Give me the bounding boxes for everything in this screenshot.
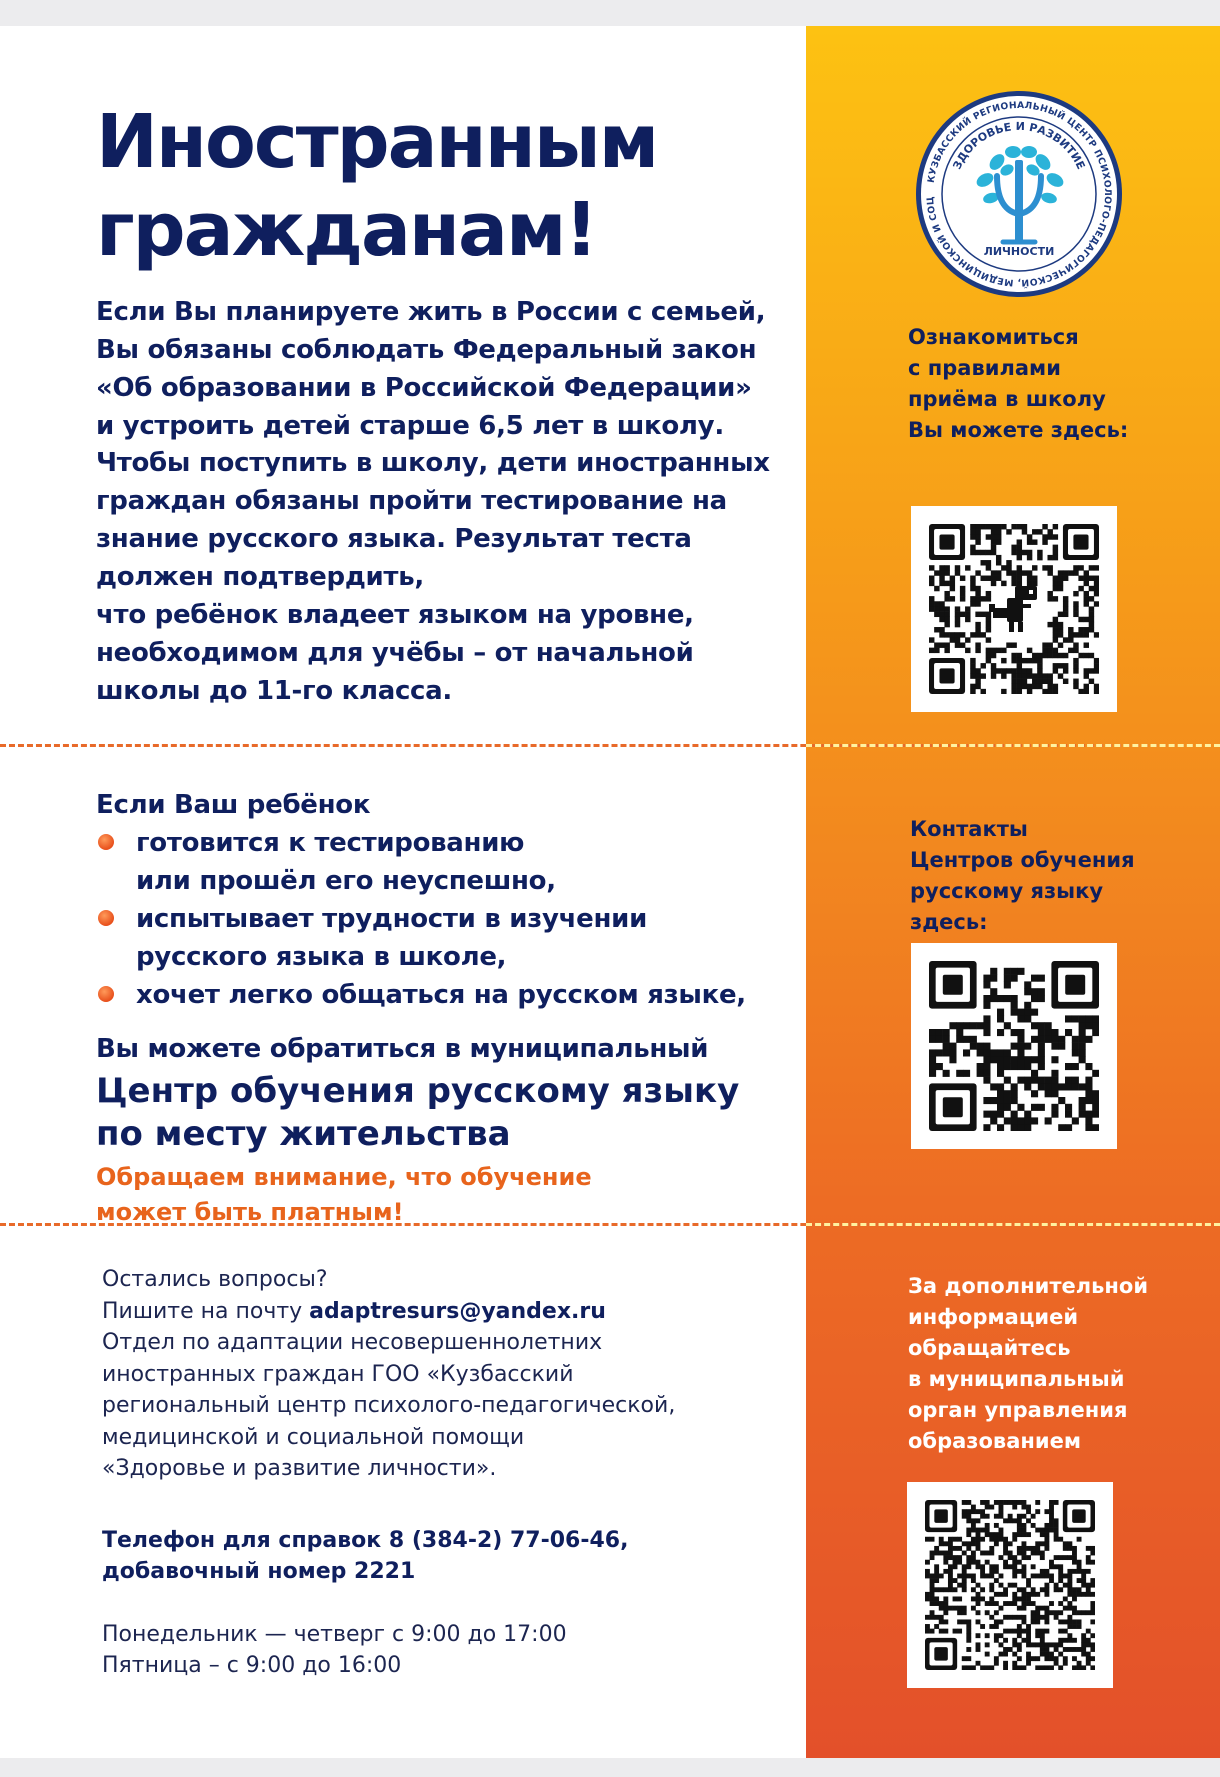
testing-line: знание русского языка. Результат теста (96, 524, 692, 554)
extra-line: обращайтесь (908, 1336, 1071, 1360)
testing-paragraph (96, 444, 796, 710)
centers-info (910, 814, 1210, 938)
divider-right-part (806, 744, 1220, 747)
title-line: гражданам! (96, 187, 597, 273)
logo-top-text: ЗДОРОВЬЕ И РАЗВИТИЕ (950, 119, 1088, 172)
page-bottom-margin (0, 1758, 1220, 1777)
rules-info (908, 322, 1208, 446)
list-item (96, 900, 796, 976)
centers-line: здесь: (910, 910, 988, 934)
list-item-line: хочет легко общаться на русском языке, (136, 980, 746, 1010)
intro-line: «Об образовании в Российской Федерации» (96, 373, 752, 403)
payment-warning (96, 1160, 796, 1230)
page-title (96, 98, 796, 274)
divider-right-part (806, 1223, 1220, 1226)
extra-line: За дополнительной (908, 1274, 1149, 1298)
hours-line: Понедельник — четверг с 9:00 до 17:00 (102, 1622, 567, 1647)
qr-code-language-centers[interactable] (911, 943, 1117, 1149)
qr-code-icon (929, 524, 1099, 694)
section-divider (0, 744, 1220, 747)
list-item-line: готовится к тестированию (136, 828, 525, 858)
center-name-line: Центр обучения русскому языку (96, 1071, 740, 1111)
qr-code-icon (929, 961, 1099, 1131)
qr-code-icon (925, 1500, 1095, 1670)
logo-ring-text: КУЗБАССКИЙ РЕГИОНАЛЬНЫЙ ЦЕНТР ПСИХОЛОГО-ПЕДАГОГИЧЕСКОЙ, МЕДИЦИНСКОЙ И СОЦ (924, 99, 1114, 289)
title-line: Иностранным (96, 99, 658, 185)
intro-line: Вы обязаны соблюдать Федеральный закон (96, 335, 757, 365)
write-line (102, 1296, 792, 1328)
hours-line: Пятница – с 9:00 до 16:00 (102, 1653, 402, 1678)
list-item (96, 976, 796, 1014)
testing-line: что ребёнок владеет языком на уровне, (96, 600, 694, 630)
list-item-line: русского языка в школе, (136, 942, 507, 972)
extra-line: информацией (908, 1305, 1079, 1329)
list-item-line: испытывает трудности в изучении (136, 904, 648, 934)
poster (0, 26, 1220, 1758)
dept-line: «Здоровье и развитие личности». (102, 1456, 497, 1481)
phone-info (102, 1525, 792, 1587)
working-hours (102, 1619, 792, 1681)
appeal-text: Вы можете обратиться в муниципальный (96, 1034, 709, 1064)
centers-line: Контакты (910, 817, 1028, 841)
phone-line: добавочный номер 2221 (102, 1559, 416, 1584)
phone-line: Телефон для справок 8 (384-2) 77-06-46, (102, 1528, 629, 1553)
extra-line: образованием (908, 1429, 1082, 1453)
section-divider (0, 1223, 1220, 1226)
write-prefix: Пишите на почту (102, 1298, 303, 1324)
bullet-dot-icon (98, 986, 114, 1002)
testing-line: необходимом для учёбы – от начальной (96, 638, 694, 668)
dept-line: региональный центр психолого-педагогической, (102, 1393, 676, 1418)
contacts-block (102, 1264, 792, 1485)
testing-line: граждан обязаны пройти тестирование на (96, 486, 727, 516)
qr-code-education-authority[interactable] (907, 1482, 1113, 1688)
logo-bottom-text: ЛИЧНОСТИ (983, 245, 1055, 258)
email-link[interactable]: adaptresurs@yandex.ru (309, 1298, 606, 1324)
extra-info (908, 1271, 1208, 1457)
testing-line: школы до 11-го класса. (96, 676, 452, 706)
warning-line: Обращаем внимание, что обучение (96, 1163, 592, 1191)
qr-code-admission-rules[interactable] (911, 506, 1117, 712)
intro-paragraph (96, 293, 796, 445)
dept-line: Отдел по адаптации несовершеннолетних (102, 1330, 603, 1355)
rules-line: с правилами (908, 356, 1061, 380)
intro-line: и устроить детей старше 6,5 лет в школу. (96, 411, 724, 441)
organization-logo (915, 90, 1123, 298)
bullet-dot-icon (98, 834, 114, 850)
list-item (96, 824, 796, 900)
center-name (96, 1070, 796, 1156)
extra-line: в муниципальный (908, 1367, 1125, 1391)
center-name-line: по месту жительства (96, 1114, 511, 1154)
testing-line: Чтобы поступить в школу, дети иностранных (96, 448, 770, 478)
section2-lead: Если Ваш ребёнок (96, 790, 371, 820)
dept-line: иностранных граждан ГОО «Кузбасский (102, 1361, 574, 1387)
bullet-dot-icon (98, 910, 114, 926)
centers-line: Центров обучения (910, 848, 1135, 872)
intro-line: Если Вы планируете жить в России с семьей, (96, 297, 766, 327)
testing-line: должен подтвердить, (96, 562, 424, 592)
centers-line: русскому языку (910, 879, 1104, 903)
warning-line: может быть платным! (96, 1198, 404, 1226)
questions-text: Остались вопросы? (102, 1267, 328, 1292)
extra-line: орган управления (908, 1398, 1128, 1422)
rules-line: Вы можете здесь: (908, 418, 1129, 442)
list-item-line: или прошёл его неуспешно, (136, 866, 556, 896)
rules-line: приёма в школу (908, 387, 1106, 411)
dept-line: медицинской и социальной помощи (102, 1424, 525, 1450)
rules-line: Ознакомиться (908, 325, 1079, 349)
child-conditions-list (96, 824, 796, 1014)
